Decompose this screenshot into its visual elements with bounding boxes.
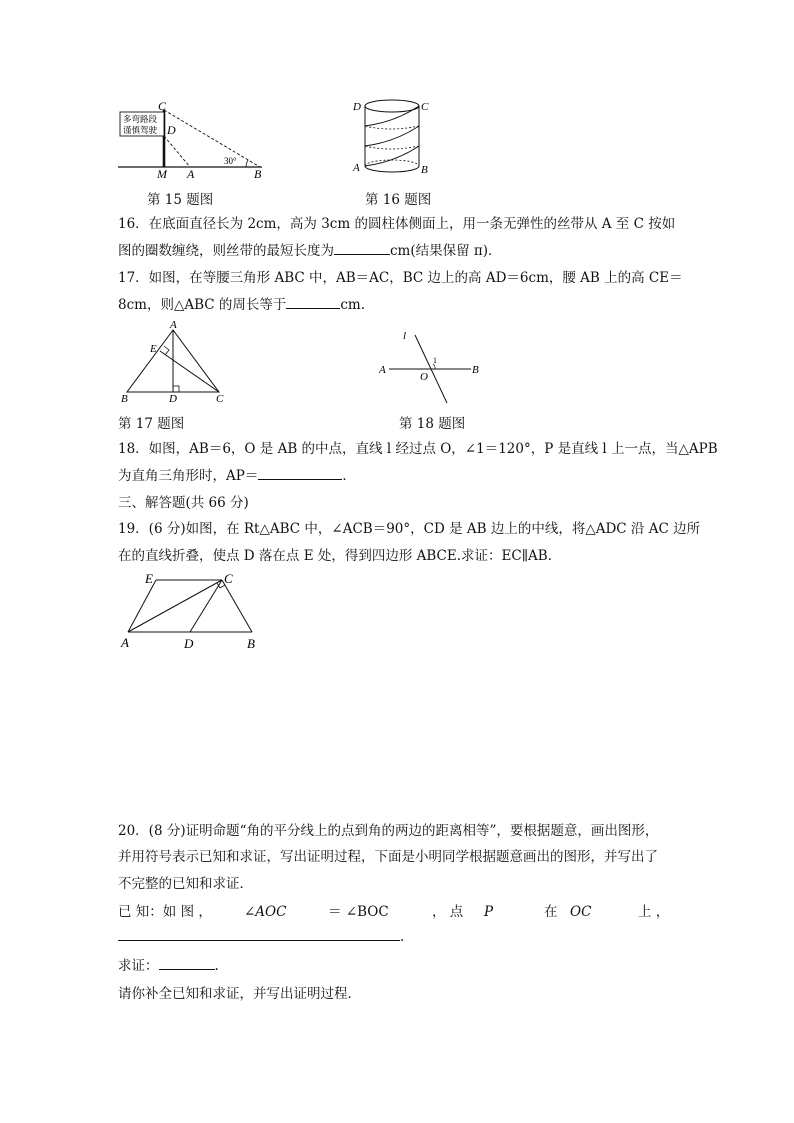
cylinder-top	[365, 100, 419, 112]
prove-label: 求证：	[118, 958, 159, 974]
label-a: A	[353, 162, 360, 174]
q20-instruction: 请你补全已知和求证，并写出证明过程．	[118, 986, 361, 1002]
figure-16	[350, 94, 440, 180]
prove-end: .	[214, 958, 219, 974]
cylinder-bottom-front	[365, 166, 419, 172]
figure-15-caption: 第 15 题图	[147, 192, 214, 208]
sign-line-1: 多弯路段	[123, 114, 158, 124]
ribbon-back	[365, 126, 419, 149]
label-b: B	[421, 164, 428, 176]
right-angle-e	[164, 346, 169, 355]
label-a: A	[187, 167, 195, 180]
figure-18-caption: 第 18 题图	[399, 416, 466, 432]
sign-line-2: 谨慎驾驶	[123, 125, 158, 135]
figure-19	[118, 568, 268, 654]
angle-label: 30°	[224, 156, 237, 166]
q20-prove-row	[118, 957, 219, 975]
given-above: 上 ，	[638, 904, 670, 920]
figure-17	[115, 318, 235, 406]
figure-18	[375, 325, 495, 405]
q16-answer-blank[interactable]	[334, 242, 390, 255]
q19-line-1: 19．(6 分)如图，在 Rt△ABC 中，∠ACB＝90°，CD 是 AB 边上的中线，将△ADC 沿 AC 边所	[118, 521, 701, 537]
q16-text-b: cm(结果保留 π)．	[390, 243, 502, 259]
given-point: ， 点	[432, 904, 464, 920]
label-angle-1: 1	[433, 356, 437, 365]
q18-text-a: 为直角三角形时，AP＝	[118, 468, 259, 484]
angle-arc	[246, 160, 248, 167]
label-c: C	[216, 393, 224, 405]
q16-line-2	[118, 242, 502, 260]
label-o: O	[420, 371, 428, 383]
q18-answer-blank[interactable]	[258, 467, 342, 480]
label-a: A	[170, 319, 177, 331]
label-m: M	[157, 167, 167, 180]
section-3-title: 三、解答题(共 66 分)	[118, 495, 249, 511]
label-d: D	[167, 123, 176, 137]
q17-text-a: 8cm，则△ABC 的周长等于	[118, 297, 287, 313]
q18-text-b: ．	[342, 468, 356, 484]
given-angle-aoc: ∠AOC	[244, 904, 287, 920]
q17-answer-blank[interactable]	[286, 296, 340, 309]
label-c: C	[421, 101, 429, 113]
label-b: B	[247, 636, 255, 651]
given-label: 已 知：如 图 ，	[118, 904, 212, 920]
given-equals-boc: ＝ ∠BOC	[328, 904, 389, 920]
q20-line-2: 并用符号表示已知和求证，写出证明过程，下面是小明同学根据题意画出的图形，并写出了	[118, 849, 658, 865]
label-d: D	[353, 101, 361, 113]
figure-16-caption: 第 16 题图	[365, 192, 432, 208]
label-l: l	[403, 330, 407, 342]
q20-line-3: 不完整的已知和求证．	[118, 876, 253, 892]
figure-17-caption: 第 17 题图	[118, 416, 185, 432]
q18-line-1: 18．如图，AB＝6，O 是 AB 的中点，直线 l 经过点 O，∠1＝120°，P 是直线 l 上一点，当△APB	[118, 441, 718, 457]
segment-cb	[222, 580, 252, 632]
label-e: E	[150, 343, 157, 355]
given-oc: OC	[570, 904, 592, 920]
altitude-ce	[160, 351, 219, 392]
label-c: C	[158, 100, 167, 113]
segment-cb	[164, 110, 260, 167]
prove-blank[interactable]	[159, 957, 215, 970]
label-b: B	[121, 393, 128, 405]
q18-line-2	[118, 467, 356, 485]
given-end: .	[400, 929, 405, 945]
label-a: A	[379, 364, 386, 376]
ribbon-front	[365, 106, 419, 166]
q16-line-1: 16．在底面直径长为 2cm，高为 3cm 的圆柱体侧面上，用一条无弹性的丝带从 A 至 C 按如	[118, 216, 676, 232]
q16-text-a: 图的圈数缠绕，则丝带的最短长度为	[118, 243, 334, 259]
q19-line-2: 在的直线折叠，使点 D 落在点 E 处，得到四边形 ABCE.求证：EC∥AB.	[118, 548, 552, 564]
given-blank[interactable]	[118, 928, 400, 941]
label-d: D	[184, 636, 194, 651]
label-e: E	[145, 571, 153, 586]
segment-da	[164, 136, 190, 167]
label-b: B	[254, 167, 262, 180]
q20-line-1: 20．(8 分)证明命题“角的平分线上的点到角的两边的距离相等”，要根据题意，画出图形，	[118, 823, 659, 839]
label-d: D	[169, 393, 177, 405]
label-b: B	[472, 364, 479, 376]
label-a: A	[121, 635, 129, 650]
right-angle-d	[173, 386, 179, 392]
q17-line-1: 17．如图，在等腰三角形 ABC 中，AB＝AC，BC 边上的高 AD＝6cm，腰 AB 上的高 CE＝	[118, 270, 683, 286]
figure-15	[110, 100, 280, 180]
segment-cd	[190, 580, 222, 632]
q20-given-continuation	[118, 928, 404, 946]
given-p: P	[484, 904, 494, 920]
q17-line-2	[118, 296, 365, 314]
label-c: C	[224, 571, 233, 586]
given-on: 在	[544, 904, 558, 920]
q17-text-b: cm.	[340, 297, 366, 313]
